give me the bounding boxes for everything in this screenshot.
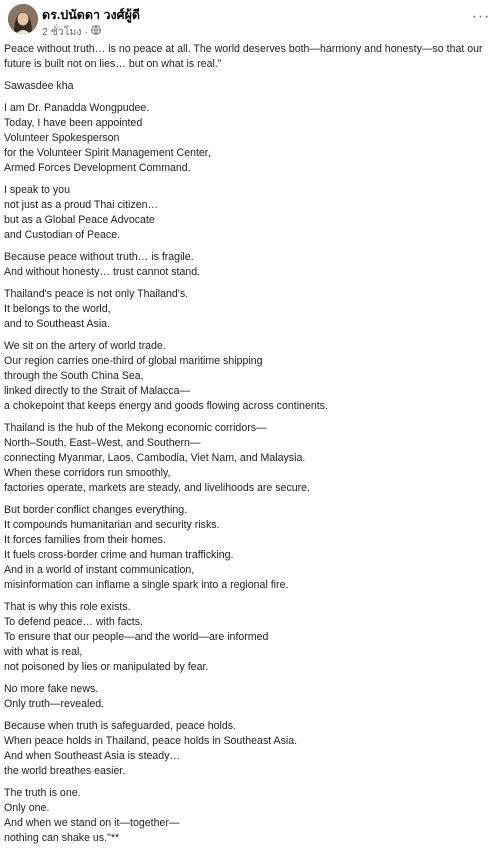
post-meta — [42, 23, 101, 40]
post-line: connecting Myanmar, Laos, Cambodia, Viet Nam, and Malaysia. — [4, 452, 306, 464]
post-line: Because when truth is safeguarded, peace holds. — [4, 720, 237, 732]
post-line: It belongs to the world, — [4, 303, 111, 315]
meta-separator: · — [84, 25, 88, 38]
post-paragraph — [4, 719, 494, 779]
post-line: It forces families from their homes. — [4, 534, 166, 546]
post-line: Our region carries one-third of global maritime shipping — [4, 355, 263, 367]
post-time[interactable]: 2 ชั่วโมง — [42, 26, 82, 38]
post-line: misinformation can inflame a single spark into a regional fire. — [4, 579, 289, 591]
post-line: North–South, East–West, and Southern— — [4, 437, 201, 449]
post-paragraph — [4, 421, 494, 496]
post-line: It compounds humanitarian and security risks. — [4, 519, 220, 531]
post-line: And in a world of instant communication, — [4, 564, 195, 576]
post-line: I am Dr. Panadda Wongpudee. — [4, 102, 150, 114]
author-name[interactable]: ดร.ปนัดดา วงศ์ผู้ดี — [42, 8, 141, 22]
post-line: When these corridors run smoothly, — [4, 467, 171, 479]
post-paragraph — [4, 183, 494, 243]
post-paragraph — [4, 600, 494, 675]
more-options-button[interactable]: ··· — [471, 8, 491, 25]
post-line: not just as a proud Thai citizen… — [4, 199, 159, 211]
post-line: with what is real, — [4, 646, 83, 658]
post-line: Only one. — [4, 802, 50, 814]
post-body — [4, 42, 494, 853]
post-paragraph — [4, 682, 494, 712]
post-header — [0, 0, 502, 40]
post-line: But border conflict changes everything. — [4, 504, 188, 516]
post-line: Thailand is the hub of the Mekong economic corridors— — [4, 422, 267, 434]
post-line: Volunteer Spokesperson — [4, 132, 120, 144]
post-line: We sit on the artery of world trade. — [4, 340, 166, 352]
post-line: Today, I have been appointed — [4, 117, 143, 129]
post-line: Peace without truth… is no peace at all. The world deserves both—harmony and honesty—so that our future is built not on lies… but on what is real." — [4, 43, 483, 70]
post-paragraph — [4, 287, 494, 332]
post-line: and Custodian of Peace. — [4, 229, 121, 241]
post-line: Armed Forces Development Command. — [4, 162, 191, 174]
post-line: not poisoned by lies or manipulated by fear. — [4, 661, 209, 673]
post-line: And when we stand on it—together— — [4, 817, 180, 829]
post-line: To defend peace… with facts. — [4, 616, 143, 628]
post-line: To ensure that our people—and the world—are informed — [4, 631, 269, 643]
post-line: Sawasdee kha — [4, 80, 74, 92]
post-line: No more fake news. — [4, 683, 99, 695]
post-line: Only truth—revealed. — [4, 698, 105, 710]
post-paragraph — [4, 101, 494, 176]
post-line: That is why this role exists. — [4, 601, 131, 613]
avatar[interactable] — [8, 4, 38, 34]
globe-icon — [91, 25, 101, 38]
post-line: a chokepoint that keeps energy and goods flowing across continents. — [4, 400, 328, 412]
post-line: but as a Global Peace Advocate — [4, 214, 155, 226]
post-line: factories operate, markets are steady, and livelihoods are secure. — [4, 482, 311, 494]
post-line: I speak to you — [4, 184, 70, 196]
post-line: the world breathes easier. — [4, 765, 126, 777]
post-line: Thailand's peace is not only Thailand's. — [4, 288, 189, 300]
post-paragraph — [4, 503, 494, 593]
post-line: And when Southeast Asia is steady… — [4, 750, 181, 762]
post-line: It fuels cross-border crime and human trafficking. — [4, 549, 234, 561]
post-line: The truth is one. — [4, 787, 81, 799]
post-paragraph — [4, 339, 494, 414]
avatar-portrait — [8, 4, 38, 34]
post-line: nothing can shake us."** — [4, 832, 120, 844]
post-line: and to Southeast Asia. — [4, 318, 111, 330]
post-line: When peace holds in Thailand, peace holds in Southeast Asia. — [4, 735, 298, 747]
post-line: linked directly to the Strait of Malacca— — [4, 385, 191, 397]
post-line: through the South China Sea, — [4, 370, 144, 382]
post-paragraph — [4, 79, 494, 94]
post-line: Because peace without truth… is fragile. — [4, 251, 194, 263]
post-paragraph — [4, 786, 494, 846]
post-line: for the Volunteer Spirit Management Center, — [4, 147, 211, 159]
post-paragraph — [4, 42, 494, 72]
post-paragraph — [4, 250, 494, 280]
post-line: And without honesty… trust cannot stand. — [4, 266, 201, 278]
